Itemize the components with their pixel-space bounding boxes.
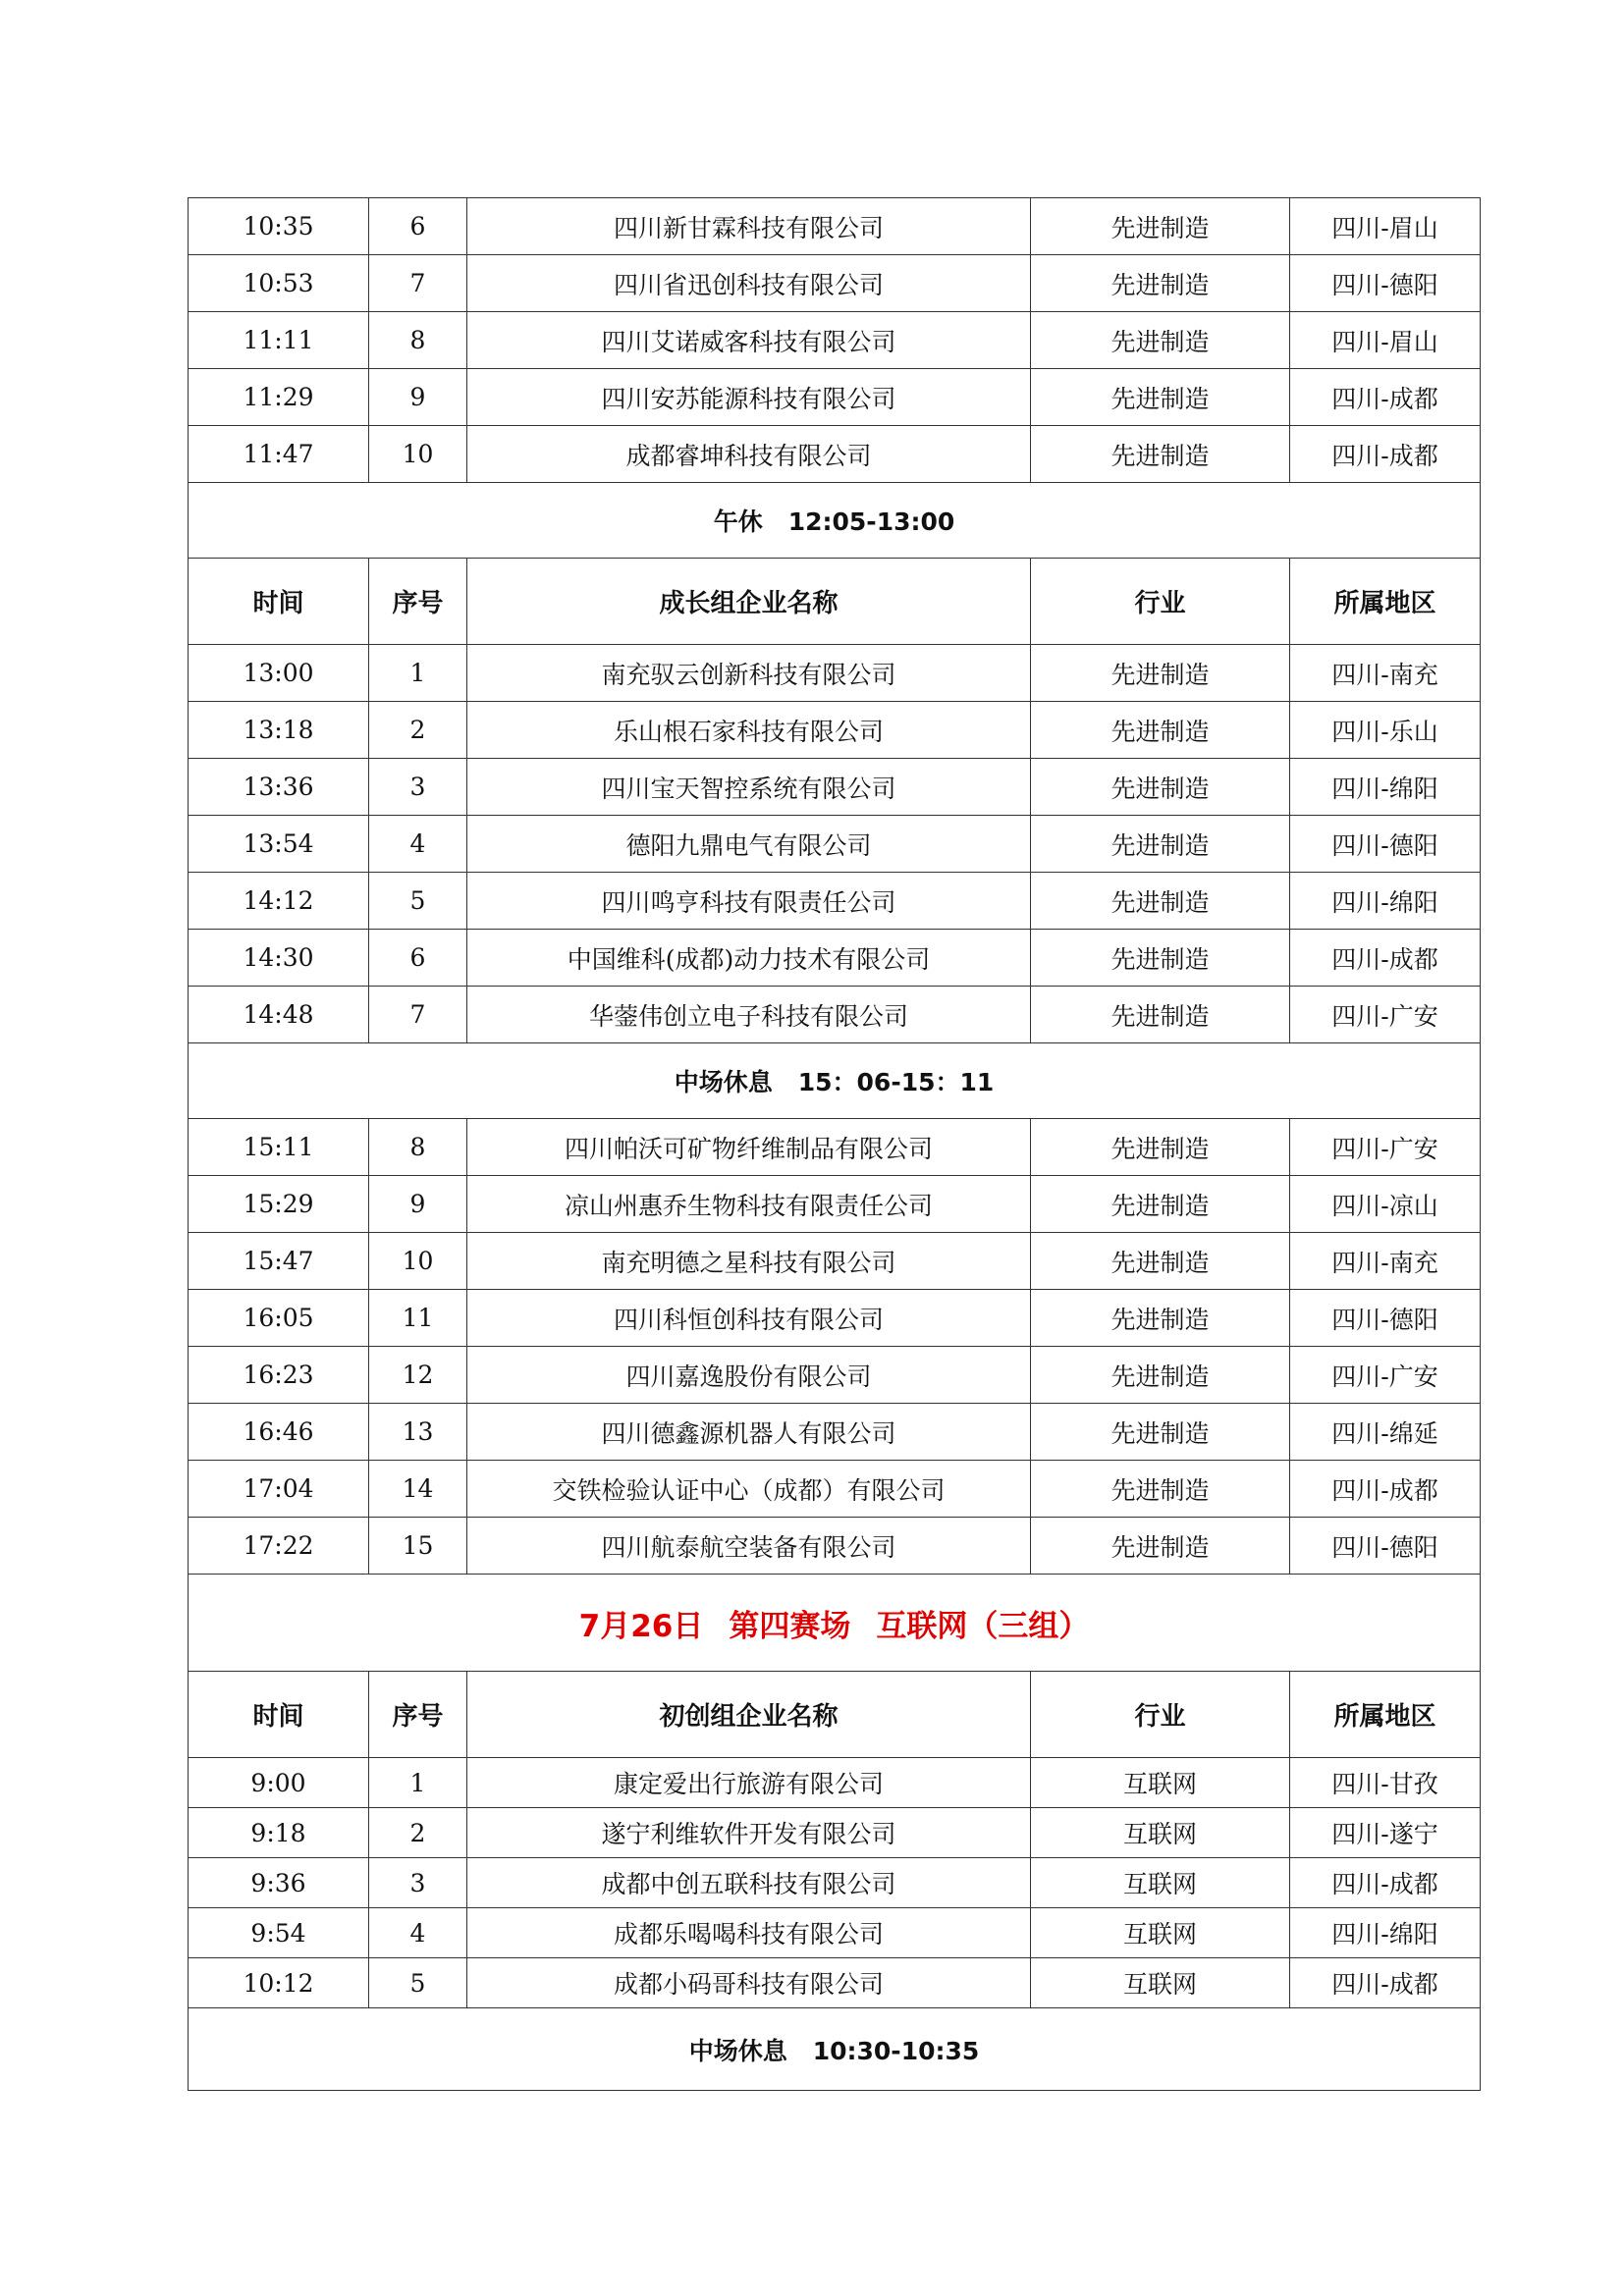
number-cell: 12 xyxy=(369,1347,467,1404)
section-date: 7月26日 xyxy=(578,1608,704,1644)
region-cell: 四川-成都 xyxy=(1290,1958,1481,2008)
header-industry: 行业 xyxy=(1031,1672,1290,1758)
number-cell: 14 xyxy=(369,1461,467,1518)
mid-break-row xyxy=(189,1043,1481,1119)
company-name-cell: 乐山根石家科技有限公司 xyxy=(467,702,1031,759)
company-name-cell: 康定爱出行旅游有限公司 xyxy=(467,1758,1031,1808)
industry-cell: 先进制造 xyxy=(1031,369,1290,426)
number-cell: 4 xyxy=(369,1908,467,1958)
company-name-cell: 四川科恒创科技有限公司 xyxy=(467,1290,1031,1347)
header-company-growth: 成长组企业名称 xyxy=(467,559,1031,645)
region-cell: 四川-德阳 xyxy=(1290,255,1481,312)
industry-cell: 先进制造 xyxy=(1031,987,1290,1043)
mid-break-label: 中场休息 xyxy=(674,1068,773,1096)
table-row xyxy=(189,1461,1481,1518)
mid-break-label-2: 中场休息 xyxy=(688,2036,787,2065)
table-row xyxy=(189,1119,1481,1176)
header-company-start: 初创组企业名称 xyxy=(467,1672,1031,1758)
company-name-cell: 四川帕沃可矿物纤维制品有限公司 xyxy=(467,1119,1031,1176)
header-no: 序号 xyxy=(369,1672,467,1758)
region-cell: 四川-乐山 xyxy=(1290,702,1481,759)
industry-cell: 先进制造 xyxy=(1031,1518,1290,1575)
company-name-cell: 四川省迅创科技有限公司 xyxy=(467,255,1031,312)
company-name-cell: 四川德鑫源机器人有限公司 xyxy=(467,1404,1031,1461)
table-row xyxy=(189,1347,1481,1404)
table-row xyxy=(189,312,1481,369)
number-cell: 13 xyxy=(369,1404,467,1461)
table-row xyxy=(189,1758,1481,1808)
number-cell: 5 xyxy=(369,873,467,930)
section-title xyxy=(189,1575,1481,1672)
company-name-cell: 成都小码哥科技有限公司 xyxy=(467,1958,1031,2008)
time-cell: 17:04 xyxy=(189,1461,369,1518)
number-cell: 7 xyxy=(369,987,467,1043)
industry-cell: 先进制造 xyxy=(1031,198,1290,255)
industry-cell: 先进制造 xyxy=(1031,1347,1290,1404)
table-row xyxy=(189,1908,1481,1958)
region-cell: 四川-南充 xyxy=(1290,645,1481,702)
region-cell: 四川-眉山 xyxy=(1290,312,1481,369)
table-row xyxy=(189,1518,1481,1575)
number-cell: 10 xyxy=(369,426,467,483)
region-cell: 四川-广安 xyxy=(1290,987,1481,1043)
company-name-cell: 成都睿坤科技有限公司 xyxy=(467,426,1031,483)
industry-cell: 互联网 xyxy=(1031,1808,1290,1858)
time-cell: 13:00 xyxy=(189,645,369,702)
region-cell: 四川-成都 xyxy=(1290,426,1481,483)
time-cell: 17:22 xyxy=(189,1518,369,1575)
mid-break-cell-2 xyxy=(189,2008,1481,2091)
table-row xyxy=(189,645,1481,702)
region-cell: 四川-成都 xyxy=(1290,369,1481,426)
industry-cell: 先进制造 xyxy=(1031,1404,1290,1461)
number-cell: 3 xyxy=(369,759,467,816)
header-industry: 行业 xyxy=(1031,559,1290,645)
table-row xyxy=(189,873,1481,930)
table-row xyxy=(189,255,1481,312)
company-name-cell: 遂宁利维软件开发有限公司 xyxy=(467,1808,1031,1858)
industry-cell: 互联网 xyxy=(1031,1858,1290,1908)
number-cell: 6 xyxy=(369,930,467,987)
time-cell: 9:18 xyxy=(189,1808,369,1858)
region-cell: 四川-德阳 xyxy=(1290,1518,1481,1575)
number-cell: 15 xyxy=(369,1518,467,1575)
company-name-cell: 四川鸣亨科技有限责任公司 xyxy=(467,873,1031,930)
header-time: 时间 xyxy=(189,1672,369,1758)
region-cell: 四川-成都 xyxy=(1290,1461,1481,1518)
time-cell: 10:12 xyxy=(189,1958,369,2008)
header-no: 序号 xyxy=(369,559,467,645)
time-cell: 15:47 xyxy=(189,1233,369,1290)
industry-cell: 先进制造 xyxy=(1031,1233,1290,1290)
mid-break-row-2 xyxy=(189,2008,1481,2091)
table-row xyxy=(189,702,1481,759)
number-cell: 2 xyxy=(369,702,467,759)
mid-break-time-2: 10:30-10:35 xyxy=(812,2036,980,2065)
header-row-growth xyxy=(189,559,1481,645)
number-cell: 8 xyxy=(369,1119,467,1176)
number-cell: 7 xyxy=(369,255,467,312)
region-cell: 四川-甘孜 xyxy=(1290,1758,1481,1808)
industry-cell: 先进制造 xyxy=(1031,645,1290,702)
industry-cell: 先进制造 xyxy=(1031,1119,1290,1176)
industry-cell: 互联网 xyxy=(1031,1908,1290,1958)
table-row xyxy=(189,987,1481,1043)
company-name-cell: 四川新甘霖科技有限公司 xyxy=(467,198,1031,255)
time-cell: 9:00 xyxy=(189,1758,369,1808)
time-cell: 16:05 xyxy=(189,1290,369,1347)
table-row xyxy=(189,816,1481,873)
section-group: 互联网（三组） xyxy=(876,1608,1090,1644)
table-row xyxy=(189,369,1481,426)
region-cell: 四川-遂宁 xyxy=(1290,1808,1481,1858)
mid-break-cell xyxy=(189,1043,1481,1119)
region-cell: 四川-德阳 xyxy=(1290,816,1481,873)
region-cell: 四川-绵阳 xyxy=(1290,1908,1481,1958)
industry-cell: 先进制造 xyxy=(1031,1176,1290,1233)
company-name-cell: 华蓥伟创立电子科技有限公司 xyxy=(467,987,1031,1043)
number-cell: 9 xyxy=(369,1176,467,1233)
table-row xyxy=(189,426,1481,483)
time-cell: 11:47 xyxy=(189,426,369,483)
number-cell: 4 xyxy=(369,816,467,873)
company-name-cell: 凉山州惠乔生物科技有限责任公司 xyxy=(467,1176,1031,1233)
industry-cell: 先进制造 xyxy=(1031,426,1290,483)
industry-cell: 互联网 xyxy=(1031,1758,1290,1808)
industry-cell: 互联网 xyxy=(1031,1958,1290,2008)
header-region: 所属地区 xyxy=(1290,559,1481,645)
region-cell: 四川-广安 xyxy=(1290,1347,1481,1404)
company-name-cell: 四川艾诺威客科技有限公司 xyxy=(467,312,1031,369)
time-cell: 10:53 xyxy=(189,255,369,312)
time-cell: 16:23 xyxy=(189,1347,369,1404)
industry-cell: 先进制造 xyxy=(1031,930,1290,987)
table-row xyxy=(189,1290,1481,1347)
time-cell: 15:11 xyxy=(189,1119,369,1176)
industry-cell: 先进制造 xyxy=(1031,873,1290,930)
number-cell: 5 xyxy=(369,1958,467,2008)
time-cell: 13:18 xyxy=(189,702,369,759)
company-name-cell: 四川航泰航空装备有限公司 xyxy=(467,1518,1031,1575)
industry-cell: 先进制造 xyxy=(1031,1290,1290,1347)
time-cell: 11:11 xyxy=(189,312,369,369)
lunch-break-label: 午休 xyxy=(713,507,763,536)
number-cell: 1 xyxy=(369,1758,467,1808)
region-cell: 四川-德阳 xyxy=(1290,1290,1481,1347)
industry-cell: 先进制造 xyxy=(1031,1461,1290,1518)
time-cell: 11:29 xyxy=(189,369,369,426)
company-name-cell: 成都乐喝喝科技有限公司 xyxy=(467,1908,1031,1958)
section-venue: 第四赛场 xyxy=(729,1608,851,1644)
time-cell: 9:54 xyxy=(189,1908,369,1958)
table-row xyxy=(189,1176,1481,1233)
time-cell: 16:46 xyxy=(189,1404,369,1461)
time-cell: 13:54 xyxy=(189,816,369,873)
time-cell: 9:36 xyxy=(189,1858,369,1908)
table-row xyxy=(189,1404,1481,1461)
region-cell: 四川-成都 xyxy=(1290,1858,1481,1908)
company-name-cell: 四川安苏能源科技有限公司 xyxy=(467,369,1031,426)
industry-cell: 先进制造 xyxy=(1031,255,1290,312)
table-row xyxy=(189,930,1481,987)
section-title-row xyxy=(189,1575,1481,1672)
number-cell: 8 xyxy=(369,312,467,369)
number-cell: 11 xyxy=(369,1290,467,1347)
industry-cell: 先进制造 xyxy=(1031,312,1290,369)
lunch-break-time: 12:05-13:00 xyxy=(787,507,955,536)
industry-cell: 先进制造 xyxy=(1031,759,1290,816)
region-cell: 四川-绵阳 xyxy=(1290,759,1481,816)
company-name-cell: 中国维科(成都)动力技术有限公司 xyxy=(467,930,1031,987)
industry-cell: 先进制造 xyxy=(1031,816,1290,873)
lunch-break-row xyxy=(189,483,1481,559)
time-cell: 14:12 xyxy=(189,873,369,930)
company-name-cell: 南充驭云创新科技有限公司 xyxy=(467,645,1031,702)
table-row xyxy=(189,1958,1481,2008)
number-cell: 6 xyxy=(369,198,467,255)
time-cell: 14:48 xyxy=(189,987,369,1043)
number-cell: 1 xyxy=(369,645,467,702)
time-cell: 15:29 xyxy=(189,1176,369,1233)
schedule-table xyxy=(188,197,1481,2091)
number-cell: 9 xyxy=(369,369,467,426)
table-row xyxy=(189,1858,1481,1908)
number-cell: 10 xyxy=(369,1233,467,1290)
region-cell: 四川-眉山 xyxy=(1290,198,1481,255)
table-row xyxy=(189,1808,1481,1858)
table-row xyxy=(189,198,1481,255)
region-cell: 四川-凉山 xyxy=(1290,1176,1481,1233)
header-row-start xyxy=(189,1672,1481,1758)
lunch-break-cell xyxy=(189,483,1481,559)
company-name-cell: 四川嘉逸股份有限公司 xyxy=(467,1347,1031,1404)
industry-cell: 先进制造 xyxy=(1031,702,1290,759)
number-cell: 3 xyxy=(369,1858,467,1908)
region-cell: 四川-绵延 xyxy=(1290,1404,1481,1461)
number-cell: 2 xyxy=(369,1808,467,1858)
company-name-cell: 交铁检验认证中心（成都）有限公司 xyxy=(467,1461,1031,1518)
company-name-cell: 成都中创五联科技有限公司 xyxy=(467,1858,1031,1908)
company-name-cell: 四川宝天智控系统有限公司 xyxy=(467,759,1031,816)
time-cell: 10:35 xyxy=(189,198,369,255)
company-name-cell: 德阳九鼎电气有限公司 xyxy=(467,816,1031,873)
region-cell: 四川-成都 xyxy=(1290,930,1481,987)
time-cell: 13:36 xyxy=(189,759,369,816)
mid-break-time: 15：06-15：11 xyxy=(797,1068,995,1096)
time-cell: 14:30 xyxy=(189,930,369,987)
region-cell: 四川-广安 xyxy=(1290,1119,1481,1176)
company-name-cell: 南充明德之星科技有限公司 xyxy=(467,1233,1031,1290)
table-row xyxy=(189,759,1481,816)
table-row xyxy=(189,1233,1481,1290)
header-region: 所属地区 xyxy=(1290,1672,1481,1758)
region-cell: 四川-南充 xyxy=(1290,1233,1481,1290)
region-cell: 四川-绵阳 xyxy=(1290,873,1481,930)
header-time: 时间 xyxy=(189,559,369,645)
